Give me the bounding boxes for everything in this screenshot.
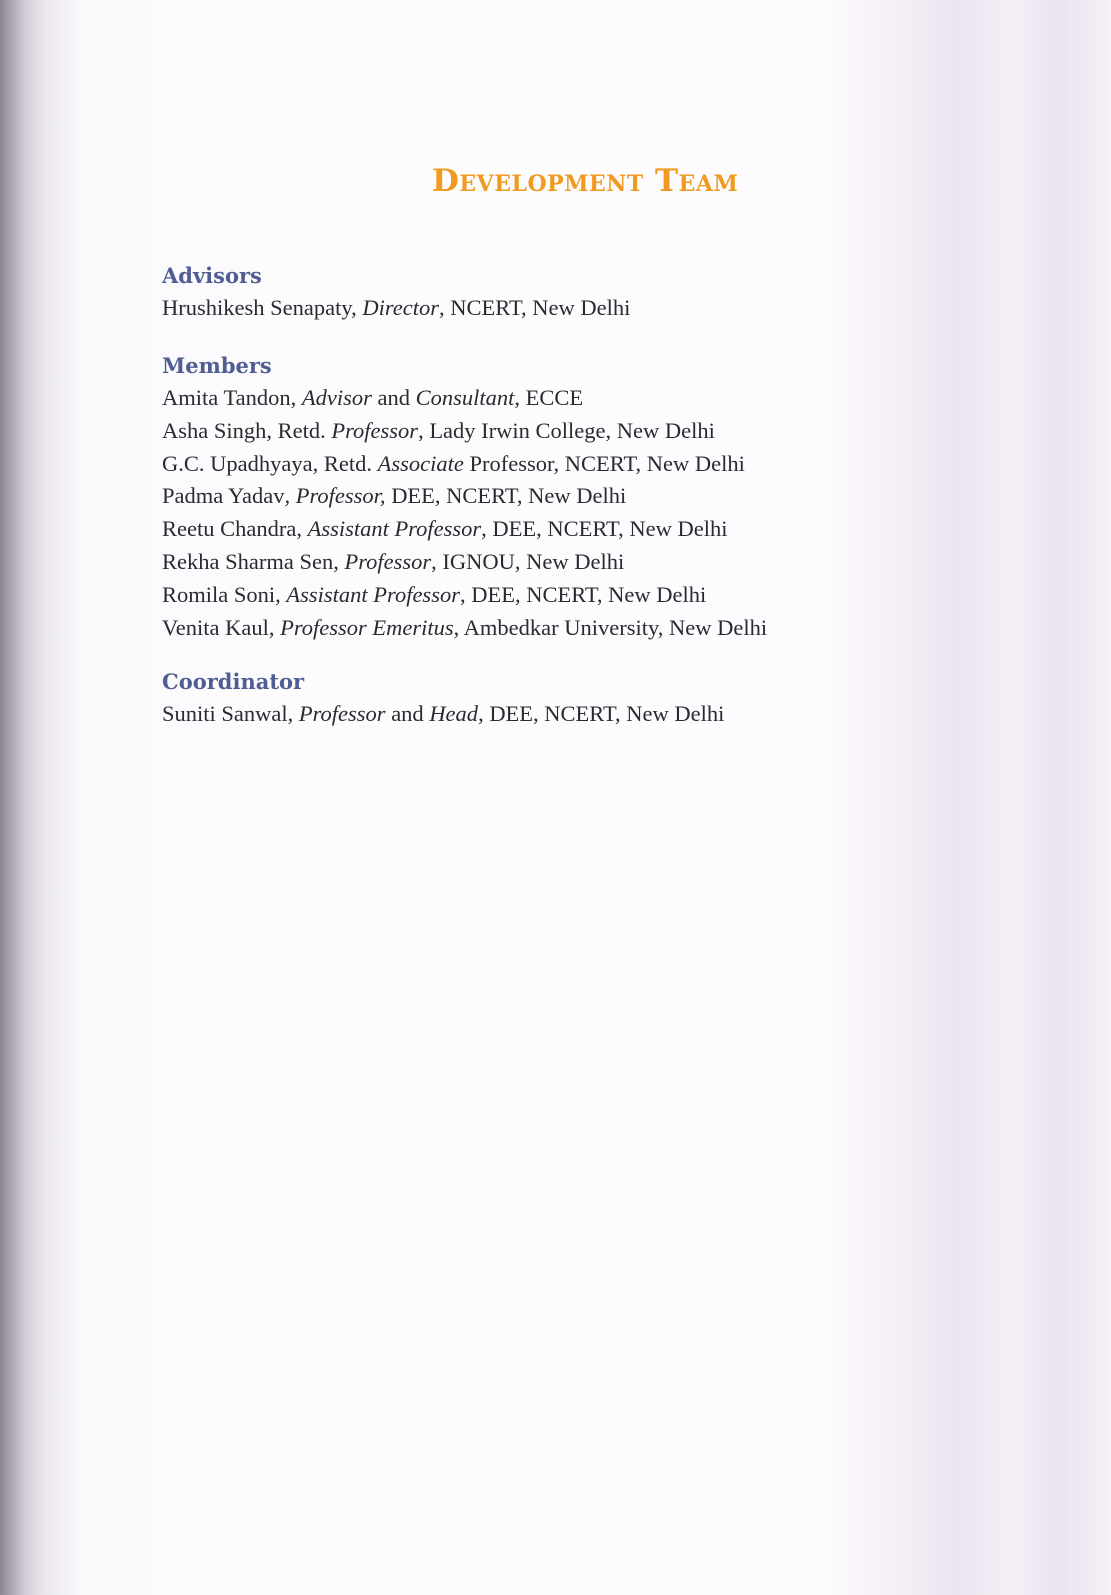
entry-name: Romila Soni, (162, 581, 287, 607)
entry-role-2: Consultant (415, 385, 515, 410)
page-title: Development Team (432, 163, 739, 199)
entry-name: Rekha Sharma Sen, (162, 548, 345, 574)
entry-affiliation: , DEE, NCERT, New Delhi (478, 701, 725, 726)
coordinator-section (162, 668, 1062, 731)
entry-connector: and (385, 701, 430, 726)
advisors-section (162, 262, 1062, 325)
entry-affiliation: , Ambedkar University, New Delhi (453, 614, 768, 640)
member-entry (162, 448, 1062, 481)
entry-affiliation: , NCERT, New Delhi (439, 295, 631, 320)
advisor-entry (162, 292, 1062, 325)
entry-affiliation: DEE, NCERT, New Delhi (385, 483, 627, 509)
entry-name: Asha Singh, Retd. (162, 417, 332, 443)
entry-name: Venita Kaul, (162, 614, 281, 640)
entry-connector: and (371, 385, 416, 410)
section-heading-coordinator: Coordinator (162, 669, 305, 694)
member-entry (162, 579, 1062, 612)
section-heading-advisors: Advisors (162, 263, 262, 288)
entry-name: Reetu Chandra, (162, 516, 308, 542)
entry-name: Suniti Sanwal, (162, 701, 299, 726)
member-entry (162, 382, 1062, 415)
entry-name: Amita Tandon, (162, 385, 302, 410)
entry-role: Professor (331, 417, 419, 443)
entry-affiliation: , IGNOU, New Delhi (431, 548, 625, 574)
entry-role: Associate (377, 450, 464, 476)
entry-name: G.C. Upadhyaya, Retd. (162, 450, 378, 476)
member-entry (162, 480, 1062, 513)
section-heading-members: Members (162, 353, 272, 378)
entry-role: Professor (344, 548, 432, 574)
entry-affiliation: , DEE, NCERT, New Delhi (481, 516, 728, 542)
entry-affiliation: , ECCE (514, 385, 584, 410)
entry-affiliation: Professor, NCERT, New Delhi (463, 450, 745, 476)
members-section (162, 352, 1062, 644)
member-entry (162, 513, 1062, 546)
entry-affiliation: , Lady Irwin College, New Delhi (418, 417, 715, 443)
entry-role: Advisor (301, 385, 372, 410)
coordinator-entry (162, 698, 1062, 731)
entry-name: Padma Yadav (162, 483, 285, 509)
entry-name: Hrushikesh Senapaty, (162, 295, 363, 320)
entry-role: Assistant Professor (307, 516, 482, 542)
member-entry (162, 415, 1062, 448)
entry-role-2: Head (429, 701, 479, 726)
entry-affiliation: , DEE, NCERT, New Delhi (459, 581, 707, 607)
entry-role: Professor (298, 701, 386, 726)
member-entry (162, 612, 1062, 645)
entry-role: Assistant Professor (286, 581, 460, 607)
member-entry (162, 546, 1062, 579)
entry-role: Professor Emeritus (280, 614, 454, 640)
entry-role: , Professor, (284, 483, 386, 509)
entry-role: Director (362, 295, 440, 320)
